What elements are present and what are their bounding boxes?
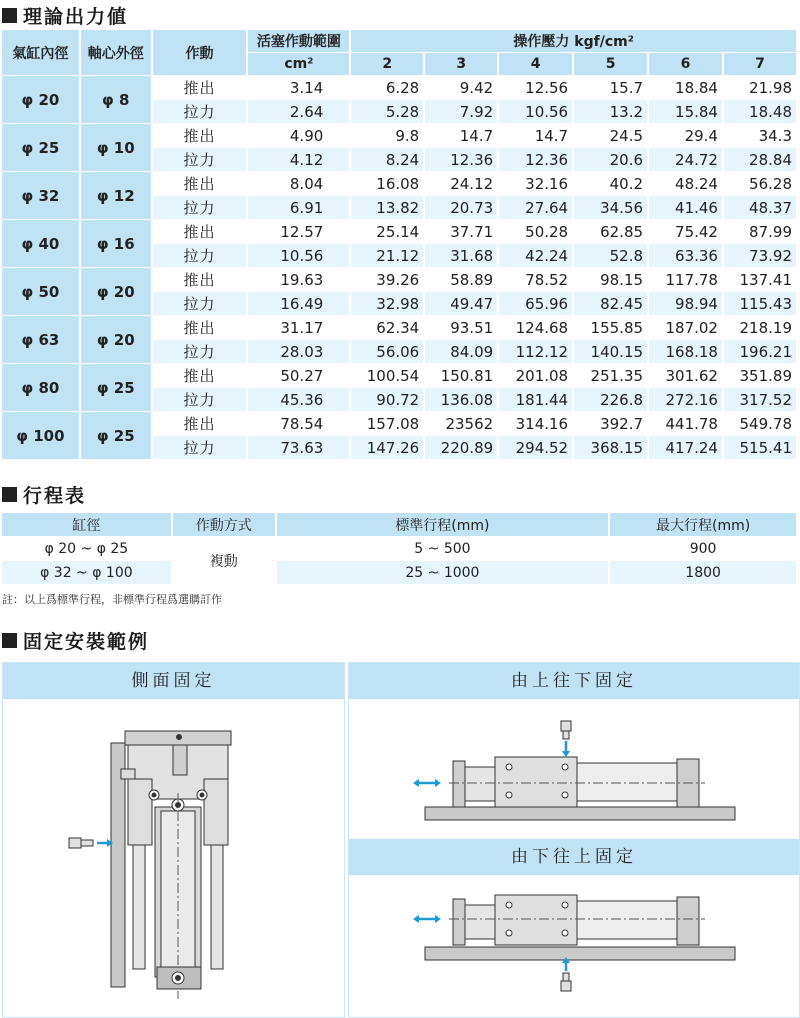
col-header-pressure: 操作壓力 kgf/cm² [350, 30, 797, 53]
force-value-cell: 392.7 [573, 412, 648, 436]
mounting-section-title: 固定安裝範例 [2, 627, 149, 654]
side-mount-diagram [3, 699, 344, 1017]
square-bullet-icon [2, 487, 17, 502]
rod-cell: φ 12 [80, 172, 152, 220]
top-down-title: 由上往下固定 [349, 663, 799, 699]
action-cell: 拉力 [152, 436, 248, 460]
action-cell: 拉力 [152, 196, 248, 220]
area-cell: 2.64 [247, 100, 350, 124]
force-value-cell: 27.64 [498, 196, 573, 220]
force-value-cell: 196.21 [723, 340, 797, 364]
top-down-diagram [349, 699, 799, 839]
stroke-max: 900 [609, 537, 797, 561]
area-cell: 50.27 [247, 364, 350, 388]
stroke-header-action: 作動方式 [172, 513, 276, 537]
force-value-cell: 24.72 [648, 148, 723, 172]
area-cell: 6.91 [247, 196, 350, 220]
force-value-cell: 52.8 [573, 244, 648, 268]
force-value-cell: 13.2 [573, 100, 648, 124]
force-value-cell: 48.37 [723, 196, 797, 220]
force-value-cell: 41.46 [648, 196, 723, 220]
bore-cell: φ 80 [2, 364, 80, 412]
force-value-cell: 78.52 [498, 268, 573, 292]
action-cell: 推出 [152, 76, 248, 100]
force-value-cell: 5.28 [350, 100, 424, 124]
area-cell: 4.12 [247, 148, 350, 172]
stroke-standard: 5 ~ 500 [276, 537, 610, 561]
force-value-cell: 226.8 [573, 388, 648, 412]
stroke-header-bore: 缸徑 [2, 513, 172, 537]
force-value-cell: 201.08 [498, 364, 573, 388]
force-value-cell: 40.2 [573, 172, 648, 196]
rod-cell: φ 25 [80, 412, 152, 460]
table-row [2, 412, 797, 436]
force-section-title: 理論出力値 [2, 2, 128, 29]
table-row [2, 364, 797, 388]
stroke-table [2, 513, 798, 585]
force-value-cell: 351.89 [723, 364, 797, 388]
force-value-cell: 147.26 [350, 436, 424, 460]
side-mount-panel [2, 662, 345, 1018]
area-cell: 73.63 [247, 436, 350, 460]
pressure-header: 3 [424, 53, 498, 76]
force-value-cell: 20.6 [573, 148, 648, 172]
bore-cell: φ 100 [2, 412, 80, 460]
action-cell: 推出 [152, 220, 248, 244]
force-value-cell: 14.7 [424, 124, 498, 148]
force-value-cell: 37.71 [424, 220, 498, 244]
action-cell: 推出 [152, 412, 248, 436]
area-cell: 3.14 [247, 76, 350, 100]
force-value-cell: 12.56 [498, 76, 573, 100]
force-value-cell: 187.02 [648, 316, 723, 340]
rod-cell: φ 25 [80, 364, 152, 412]
force-value-cell: 21.98 [723, 76, 797, 100]
force-value-cell: 157.08 [350, 412, 424, 436]
force-value-cell: 368.15 [573, 436, 648, 460]
force-value-cell: 112.12 [498, 340, 573, 364]
force-value-cell: 48.24 [648, 172, 723, 196]
bore-cell: φ 20 [2, 76, 80, 124]
area-cell: 78.54 [247, 412, 350, 436]
force-value-cell: 10.56 [498, 100, 573, 124]
bottom-up-diagram [349, 875, 799, 1015]
pressure-header: 5 [573, 53, 648, 76]
force-value-cell: 272.16 [648, 388, 723, 412]
force-value-cell: 168.18 [648, 340, 723, 364]
force-value-cell: 34.56 [573, 196, 648, 220]
square-bullet-icon [2, 633, 17, 648]
pressure-header: 7 [723, 53, 797, 76]
force-value-cell: 20.73 [424, 196, 498, 220]
force-value-cell: 317.52 [723, 388, 797, 412]
force-value-cell: 115.43 [723, 292, 797, 316]
col-header-area-unit: cm² [247, 53, 350, 76]
force-value-cell: 73.92 [723, 244, 797, 268]
force-value-cell: 155.85 [573, 316, 648, 340]
force-value-cell: 218.19 [723, 316, 797, 340]
area-cell: 12.57 [247, 220, 350, 244]
table-row [2, 316, 797, 340]
force-value-cell: 56.06 [350, 340, 424, 364]
force-value-cell: 82.45 [573, 292, 648, 316]
col-header-bore: 氣缸內徑 [2, 30, 80, 76]
force-value-cell: 32.16 [498, 172, 573, 196]
force-value-cell: 13.82 [350, 196, 424, 220]
pressure-header: 6 [648, 53, 723, 76]
action-cell: 拉力 [152, 292, 248, 316]
force-value-cell: 9.42 [424, 76, 498, 100]
stroke-section-title: 行程表 [2, 481, 86, 508]
force-value-cell: 12.36 [424, 148, 498, 172]
force-value-cell: 150.81 [424, 364, 498, 388]
area-cell: 45.36 [247, 388, 350, 412]
action-cell: 拉力 [152, 340, 248, 364]
col-header-area: 活塞作動範圍 [247, 30, 350, 53]
stroke-header-max: 最大行程(mm) [609, 513, 797, 537]
area-cell: 10.56 [247, 244, 350, 268]
pressure-header: 4 [498, 53, 573, 76]
stroke-max: 1800 [609, 561, 797, 585]
force-value-cell: 39.26 [350, 268, 424, 292]
force-value-cell: 9.8 [350, 124, 424, 148]
force-value-cell: 50.28 [498, 220, 573, 244]
force-value-cell: 137.41 [723, 268, 797, 292]
table-row [2, 561, 797, 585]
force-value-cell: 25.14 [350, 220, 424, 244]
bore-cell: φ 32 [2, 172, 80, 220]
stroke-action: 複動 [172, 537, 276, 585]
action-cell: 推出 [152, 124, 248, 148]
bore-cell: φ 50 [2, 268, 80, 316]
force-value-cell: 117.78 [648, 268, 723, 292]
side-mount-title: 側面固定 [3, 663, 344, 699]
force-value-cell: 23562 [424, 412, 498, 436]
force-value-cell: 58.89 [424, 268, 498, 292]
area-cell: 16.49 [247, 292, 350, 316]
col-header-rod: 軸心外徑 [80, 30, 152, 76]
force-value-cell: 8.24 [350, 148, 424, 172]
force-value-cell: 181.44 [498, 388, 573, 412]
table-row [2, 537, 797, 561]
force-value-cell: 301.62 [648, 364, 723, 388]
bore-cell: φ 63 [2, 316, 80, 364]
stroke-header-standard: 標準行程(mm) [276, 513, 610, 537]
action-cell: 推出 [152, 172, 248, 196]
bottom-up-title: 由下往上固定 [349, 839, 799, 875]
force-value-cell: 12.36 [498, 148, 573, 172]
force-value-cell: 29.4 [648, 124, 723, 148]
bore-cell: φ 40 [2, 220, 80, 268]
force-value-cell: 441.78 [648, 412, 723, 436]
force-value-cell: 140.15 [573, 340, 648, 364]
force-value-cell: 7.92 [424, 100, 498, 124]
rod-cell: φ 10 [80, 124, 152, 172]
table-row [2, 172, 797, 196]
force-value-cell: 417.24 [648, 436, 723, 460]
table-row [2, 76, 797, 100]
rod-cell: φ 8 [80, 76, 152, 124]
top-bottom-mount-panel [348, 662, 800, 1018]
force-value-cell: 24.12 [424, 172, 498, 196]
table-row [2, 268, 797, 292]
bore-cell: φ 25 [2, 124, 80, 172]
force-value-cell: 63.36 [648, 244, 723, 268]
rod-cell: φ 16 [80, 220, 152, 268]
force-table [2, 30, 798, 460]
force-value-cell: 49.47 [424, 292, 498, 316]
square-bullet-icon [2, 8, 17, 23]
action-cell: 推出 [152, 316, 248, 340]
arrow-down-icon [562, 741, 570, 757]
action-cell: 拉力 [152, 388, 248, 412]
force-value-cell: 515.41 [723, 436, 797, 460]
rod-cell: φ 20 [80, 268, 152, 316]
action-cell: 推出 [152, 268, 248, 292]
area-cell: 31.17 [247, 316, 350, 340]
stroke-standard: 25 ~ 1000 [276, 561, 610, 585]
force-value-cell: 65.96 [498, 292, 573, 316]
force-value-cell: 220.89 [424, 436, 498, 460]
table-row [2, 220, 797, 244]
force-value-cell: 87.99 [723, 220, 797, 244]
force-value-cell: 21.12 [350, 244, 424, 268]
area-cell: 4.90 [247, 124, 350, 148]
force-value-cell: 15.84 [648, 100, 723, 124]
stroke-bore: φ 32 ~ φ 100 [2, 561, 172, 585]
force-value-cell: 18.48 [723, 100, 797, 124]
force-value-cell: 136.08 [424, 388, 498, 412]
action-cell: 推出 [152, 364, 248, 388]
force-value-cell: 24.5 [573, 124, 648, 148]
force-value-cell: 15.7 [573, 76, 648, 100]
force-value-cell: 98.15 [573, 268, 648, 292]
force-value-cell: 100.54 [350, 364, 424, 388]
col-header-action: 作動 [152, 30, 248, 76]
action-cell: 拉力 [152, 100, 248, 124]
double-arrow-icon [413, 915, 441, 923]
force-value-cell: 42.24 [498, 244, 573, 268]
force-value-cell: 32.98 [350, 292, 424, 316]
force-value-cell: 75.42 [648, 220, 723, 244]
force-value-cell: 56.28 [723, 172, 797, 196]
force-value-cell: 93.51 [424, 316, 498, 340]
force-value-cell: 14.7 [498, 124, 573, 148]
force-value-cell: 124.68 [498, 316, 573, 340]
force-value-cell: 314.16 [498, 412, 573, 436]
double-arrow-icon [413, 779, 441, 787]
force-value-cell: 90.72 [350, 388, 424, 412]
force-value-cell: 84.09 [424, 340, 498, 364]
table-row [2, 124, 797, 148]
area-cell: 28.03 [247, 340, 350, 364]
action-cell: 拉力 [152, 244, 248, 268]
action-cell: 拉力 [152, 148, 248, 172]
area-cell: 8.04 [247, 172, 350, 196]
force-value-cell: 62.85 [573, 220, 648, 244]
force-value-cell: 31.68 [424, 244, 498, 268]
force-value-cell: 549.78 [723, 412, 797, 436]
area-cell: 19.63 [247, 268, 350, 292]
force-value-cell: 16.08 [350, 172, 424, 196]
force-value-cell: 34.3 [723, 124, 797, 148]
force-value-cell: 18.84 [648, 76, 723, 100]
rod-cell: φ 20 [80, 316, 152, 364]
force-value-cell: 62.34 [350, 316, 424, 340]
force-value-cell: 98.94 [648, 292, 723, 316]
stroke-bore: φ 20 ~ φ 25 [2, 537, 172, 561]
force-value-cell: 6.28 [350, 76, 424, 100]
force-value-cell: 294.52 [498, 436, 573, 460]
pressure-header: 2 [350, 53, 424, 76]
stroke-note: 註：以上爲標準行程，非標準行程爲選購訂作 [2, 593, 222, 606]
force-value-cell: 251.35 [573, 364, 648, 388]
force-value-cell: 28.84 [723, 148, 797, 172]
